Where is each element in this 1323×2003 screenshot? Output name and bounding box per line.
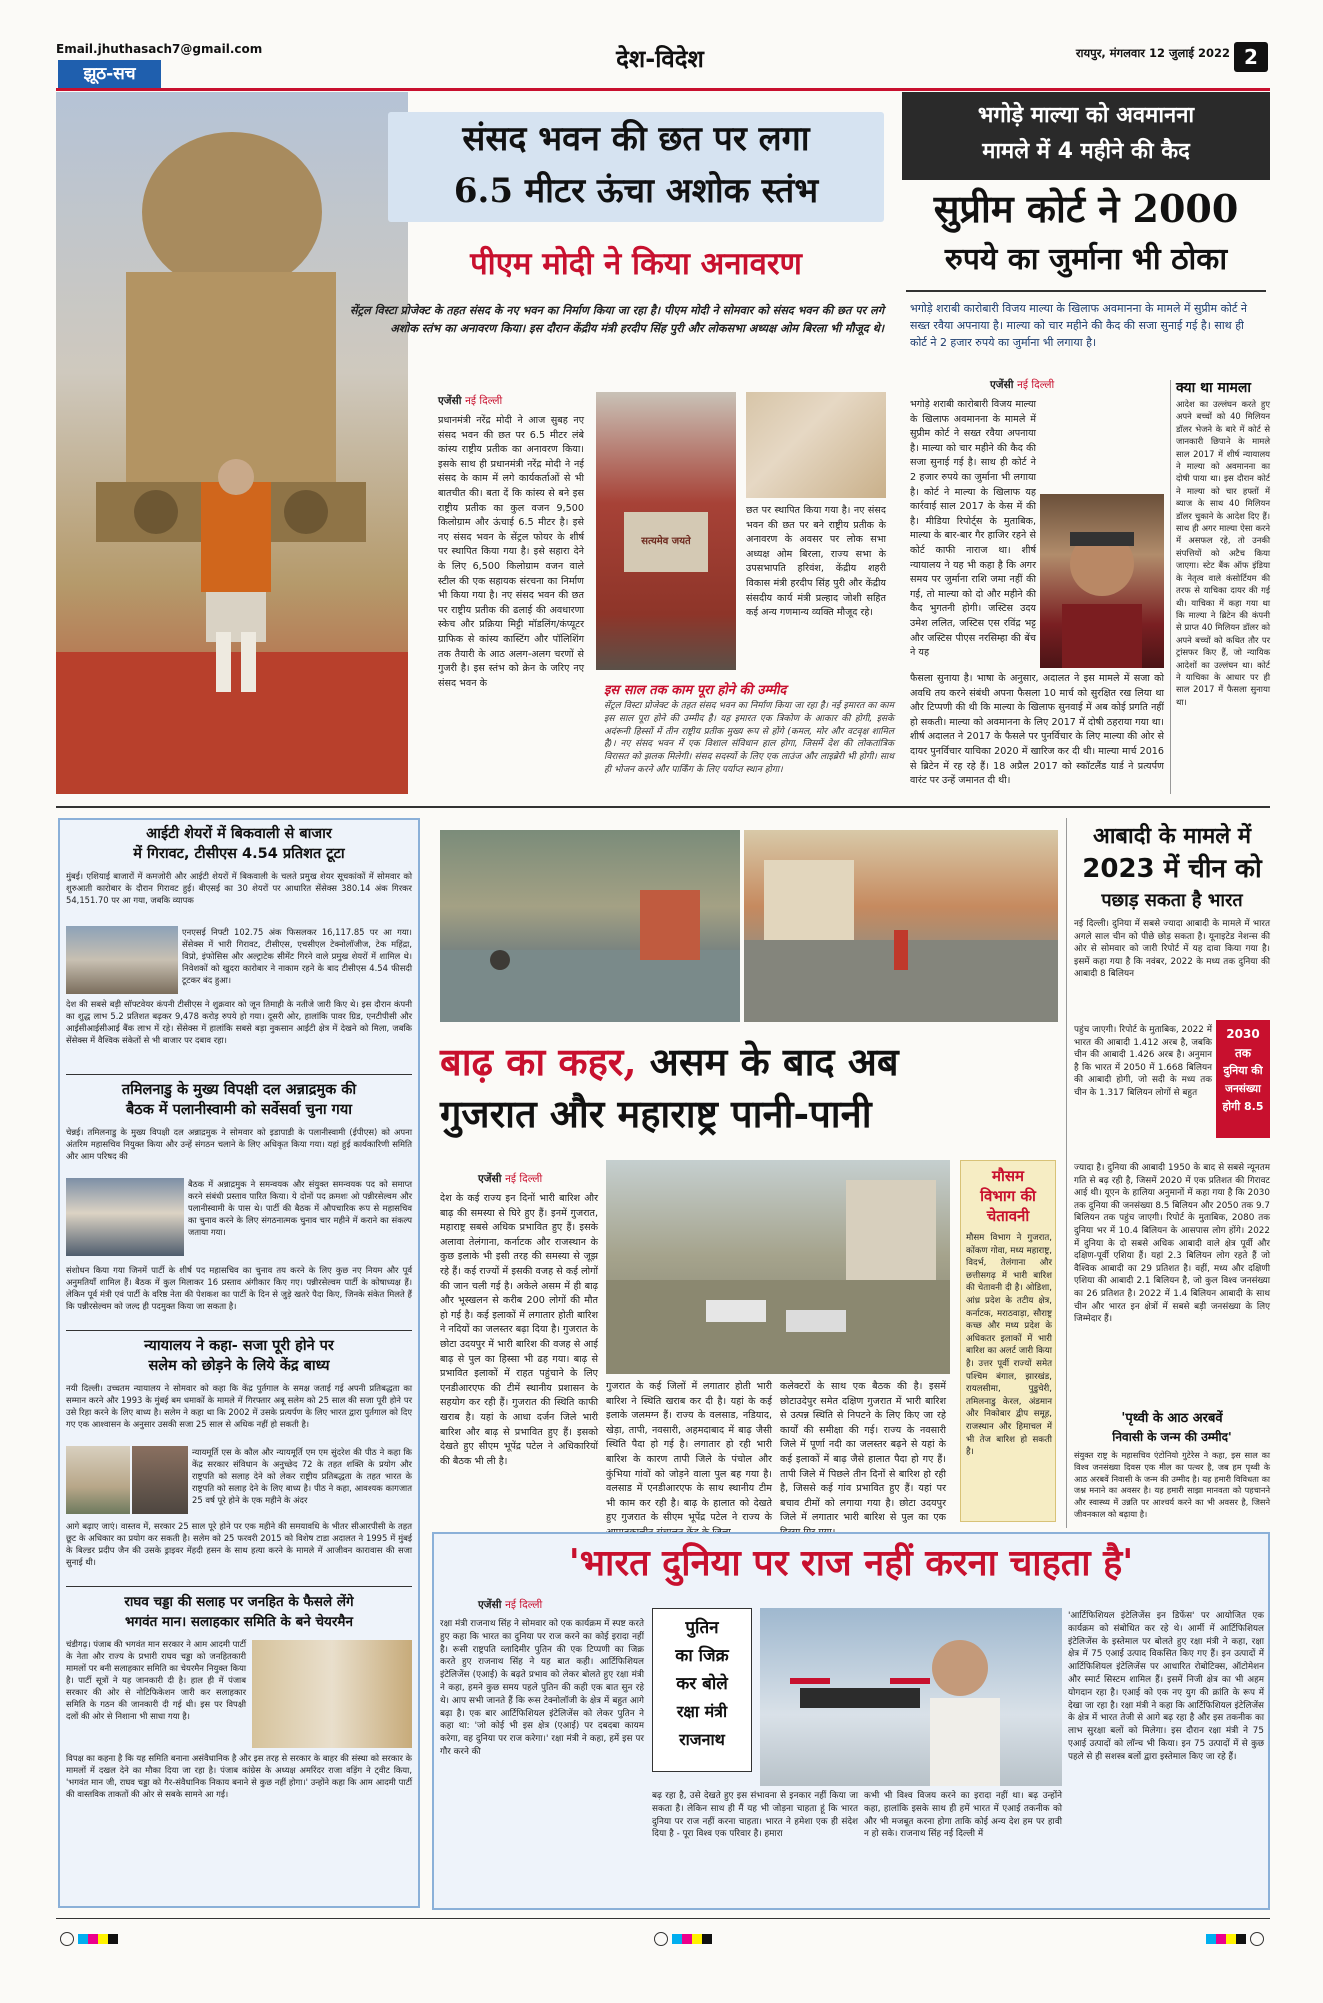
population-callout-line4: जनसंख्या — [1225, 1083, 1261, 1095]
mallya-kicker-line1: भगोड़े माल्या को अवमानना — [977, 103, 1195, 128]
registration-mark-icon — [1250, 1932, 1264, 1946]
population-body-a: नई दिल्ली। दुनिया में सबसे ज्यादा आबादी के मामले में भारत अगले साल चीन को पीछे छोड़ सकता है। यूनाइटेड नेशन्स की ओर से सोमवार को जारी रिपोर्ट में यह दावा किया गया है। इसमें कहा गया है कि नवंबर, 2022 के मध्य तक दुनिया की आबादी 8 बिलियन — [1074, 919, 1270, 980]
rajnath-quote-line2: का जिक्र — [675, 1646, 729, 1666]
rajnath-dateline-agency: एजेंसी — [478, 1599, 502, 1611]
lead-inset-head: इस साल तक काम पूरा होने की उम्मीद — [604, 683, 787, 698]
tamilnadu-headline-line2: बैठक में पलानीस्वामी को सर्वेसर्वा चुना गया — [125, 1102, 353, 1118]
rajnath-quote-line5: राजनाथ — [679, 1730, 725, 1749]
lead-dateline-agency: एजेंसी — [438, 395, 462, 407]
lead-body-col1: प्रधानमंत्री नरेंद्र मोदी ने आज सुबह नए संसद भवन की छत पर 6.5 मीटर लंबे कांस्य राष्ट्रीय प्रतीक का अनावरण किया। इसके साथ ही प्रधानमंत्री नरेंद्र मोदी ने नई संसद के काम में लगे कार्यकर्ताओं से भी बातचीत की। बता दें कि कांस्य से बने इस राष्ट्रीय प्रतीक का कुल वजन 9,500 किलोग्राम और ऊंचाई 6.5 मीटर है। इसे नए संसद भवन के सेंट्रल फोयर के शीर्ष पर स्थापित किया गया है। इसे सहारा देने के लिए 6,500 किलोग्राम वजन वाले स्टील की एक सहायक संरचना का निर्माण भी किया गया है। नए संसद भवन की छत पर राष्ट्रीय प्रतीक की ढलाई की अवधारणा स्केच और प्रक्रिया मिट्टी मॉडलिंग/कंप्यूटर ग्राफिक से कांस्य कास्टिंग और पॉलिशिंग तक तैयारी के आठ अलग-अलग चरणों से गुजरी है। इस स्तंभ को क्रेन के जरिए नए संसद भवन के — [438, 415, 584, 689]
lead-standfirst: सेंट्रल विस्टा प्रोजेक्ट के तहत संसद के नए भवन का निर्माण किया जा रहा है। पीएम मोदी ने सोमवार को संसद भवन की छत पर लगे अशोक स्तंभ का अनावरण किया। इस दौरान केंद्रीय मंत्री हरदीप सिंह पुरी और लोकसभा अध्यक्ष ओम बिरला भी मौजूद थे। — [349, 304, 884, 335]
rajnath-body-col3: कभी भी विश्व विजय करने का इरादा नहीं था। बढ़ उन्होंने कहा, हालांकि इसके साथ ही हमें भारत में एआई तकनीक को और भी मजबूत करना होगा ताकि कोई अन्य देश हम पर हावी न हो सके। राजनाथ सिंह नई दिल्ली में — [864, 1791, 1062, 1840]
color-bar-icon — [672, 1934, 712, 1944]
it-stocks-body-c: देश की सबसे बड़ी सॉफ्टवेयर कंपनी टीसीएस ने शुक्रवार को जून तिमाही के नतीजे जारी किए थे। इस दौरान कंपनी का शुद्ध लाभ 5.2 प्रतिशत बढ़कर 9,478 करोड़ रुपये हो गया। दूसरी ओर, हालांकि पावर ग्रिड, एनटीपीसी और आईसीआईसीआई बैंक लाभ में रहे। सेंसेक्स में हालांकि सबसे बड़ा नुकसान आईटी क्षेत्र में देखने को मिला, जबकि सेंसेक्स में वैश्विक संकेतों से भी बाजार पर दबाव रहा। — [66, 999, 412, 1045]
population-body-b: पहुंच जाएगी। रिपोर्ट के मुताबिक, 2022 में भारत की आबादी 1.412 अरब है, जबकि चीन की आबादी 1.426 अरब है। अनुमान है कि भारत में 2050 में 1.668 बिलियन की आबादी होगी, जो सदी के मध्य तक चीन के 1.317 बिलियन लोगों से बहुत — [1074, 1025, 1212, 1098]
flood-headline-part1: बाढ़ का कहर, — [440, 1039, 637, 1084]
left-rule-1 — [66, 1074, 412, 1075]
masthead-logo: झूठ-सच — [58, 60, 161, 88]
masthead-email[interactable]: Email.jhuthasach7@gmail.com — [56, 42, 263, 56]
flood-cars-illustration — [606, 1160, 950, 1374]
parliament-emblem-sign: सत्यमेव जयते — [624, 512, 708, 572]
mallya-kicker-line2: मामले में 4 महीने की कैद — [982, 139, 1190, 164]
rajnath-body-col1: रक्षा मंत्री राजनाथ सिंह ने सोमवार को एक कार्यक्रम में स्पष्ट करते हुए कहा कि भारत का दुनिया पर राज करने का कोई इरादा नहीं है। रूसी राष्ट्रपति व्लादिमीर पुतिन की एक टिप्पणी का जिक्र करते हुए राजनाथ सिंह ने यह बात कही। आर्टिफिशियल इंटेलिजेंस (एआई) के बढ़ते प्रभाव को लेकर बोलते हुए रक्षा मंत्री ने कहा, हमने कुछ समय पहले पुतिन की कही एक बात सुन रहे थे। आप सभी जानते हैं कि रूस टेक्नोलॉजी के क्षेत्र में बहुत आगे बढ़ा है। एक बार आर्टिफिशियल इंटेलिजेंस को लेकर पुतिन ने कहा था: 'जो कोई भी इस क्षेत्र (एआई) पर दबदबा कायम करेगा, वह दुनिया पर राज करेगा।' रक्षा मंत्री ने कहा, हमें इस पर गौर करने की — [440, 1619, 644, 1757]
weather-warning-body: मौसम विभाग ने गुजरात, कोंकण गोवा, मध्य महाराष्ट्र, विदर्भ, तेलंगाना और छत्तीसगढ़ में भारी बारिश की चेतावनी दी है। ओडिशा, आंध्र प्रदेश के तटीय क्षेत्र, कर्नाटक, मराठवाड़ा, सौराष्ट्र कच्छ और मध्य प्रदेश के अधिकतर इलाकों में भारी बारिश का अलर्ट जारी किया है। उत्तर पूर्वी राज्यों समेत पश्चिम बंगाल, झारखंड, रायलसीमा, पुडुचेरी, तमिलनाडु केरल, अंडमान और निकोबार द्वीप समूह, राजस्थान और हिमाचल में भी तेज बारिश हो सकती है। — [966, 1233, 1052, 1458]
it-stocks-headline-line2: में गिरावट, टीसीएस 4.54 प्रतिशत टूटा — [133, 846, 345, 862]
bottom-rule — [56, 1918, 1270, 1919]
raghav-body-b: विपक्ष का कहना है कि यह समिति बनाना असंवैधानिक है और इस तरह से सरकार के बाहर की संस्था को सरकार के मामलों में दखल देने का मौका दिया जा रहा है। पंजाब कांग्रेस के अध्यक्ष अमरिंदर राजा वड़िंग ने ट्वीट किया, 'भगवंत मान जी, राघव चड्डा को गैर-संवैधानिक निकाय बनाने से कुछ नहीं होगा।' उन्होंने कहा कि आम आदमी पार्टी की वास्तविक ताकतों की ओर से सबके सामने आ गई। — [66, 1753, 412, 1799]
ashoka-pillar-photo — [56, 92, 408, 794]
rajnath-quote-line1: पुतिन — [685, 1618, 719, 1638]
lead-inset-body: सेंट्रल विस्टा प्रोजेक्ट के तहत संसद भवन का निर्माण किया जा रहा है। नई इमारत का काम इस साल पूरा होने की उम्मीद है। यह इमारत एक त्रिकोण के आकार की होगी, इसके अदंरूनी हिस्सों में तीन राष्ट्रीय प्रतीक मुख्य रूप से होंगे (कमल, मोर और वटवृक्ष शामिल है)। नए संसद भवन में एक विशाल संविधान हाल होगा, जिसमें देश की लोकतांत्रिक विरासत को झलक मिलेगी। संसद सदस्यों के लिए एक लाउंज और लाइब्रेरी भी होगी। साथ ही भोजन करने और पार्किंग के लिए पर्याप्त स्थान होगा। — [604, 701, 894, 775]
raghav-body-a: चंडीगढ़। पंजाब की भगवंत मान सरकार ने आम आदमी पार्टी के नेता और राज्य के प्रभारी राघव चड्डा को जनहितकारी मामलों पर बनी सलाहकार समिति का चेयरमैन नियुक्त किया है। पार्टी सूत्रों ने यह जानकारी दी है। हाल ही में पंजाब सरकार की ओर से नोटिफिकेशन जारी कर सलाहकार समिति के गठन की जानकारी दी गई थी। इस पर विपक्षी दलों की ओर से निशाना भी साधा गया है। — [66, 1639, 246, 1721]
salem-body-a: नयी दिल्ली। उच्चतम न्यायालय ने सोमवार को कहा कि केंद्र पुर्तगाल के समक्ष जताई गई अपनी प्रतिबद्धता का सम्मान करने और 1993 के मुंबई बम धमाकों के मामले में गिरफ्तार अबू सलेम को 25 साल की सजा पूरी होने पर उसे रिहा करने के लिए बाध्य है। सलेम ने कहा था कि 2002 में उसके प्रत्यर्पण के लिए भारत द्वारा पुर्तगाल को दिए गए एक आश्वासन के अनुसार उसकी सजा 25 साल से अधिक नहीं हो सकती है। — [66, 1383, 412, 1429]
mallya-rule — [906, 290, 1266, 292]
population-body-d: संयुक्त राष्ट्र के महासचिव एंटोनियो गुटेरेस ने कहा, इस साल का विश्व जनसंख्या दिवस एक मील का पत्थर है, जब हम पृथ्वी के आठ अरबवें निवासी के जन्म की उम्मीद है। यह हमारी विविधता का जश्न मनाने का अवसर है। यह हमारी साझा मानवता को पहचानने और स्वास्थ्य में उन्नति पर आश्चर्य करने का भी अवसर है, जिसने जीवनकाल को बढ़ाया है। — [1074, 1450, 1270, 1519]
ashoka-pillar-illustration — [56, 92, 408, 794]
rajnath-dateline — [478, 1598, 678, 1612]
flood-scene-illustration-2 — [744, 830, 1058, 1022]
registration-mark-icon — [60, 1932, 74, 1946]
upper-fold-rule — [56, 806, 1270, 808]
salem-body-c: आगे बढ़ाए जाएं। वास्तव में, सरकार 25 साल पूरे होने पर एक महीने की समयावधि के भीतर सीआरपीसी के तहत छूट के अधिकार का प्रयोग कर सकती है। सलेम को 25 फरवरी 2015 को विशेष टाडा अदालत ने 1995 में मुंबई के बिल्डर प्रदीप जैन की उसके ड्राइवर मेंहदी हसन के साथ हत्या करने के मामले में आजीवन कारावास की सजा सुनाई थी। — [66, 1521, 412, 1567]
population-headline-line2: 2023 में चीन को — [1082, 854, 1262, 884]
mallya-portrait-photo — [1040, 494, 1164, 668]
aiadmk-meeting-photo — [66, 1178, 184, 1256]
lead-headline-line1: संसद भवन की छत पर लगा — [462, 119, 810, 159]
color-bar-icon — [78, 1934, 118, 1944]
population-subhead-line2: निवासी के जन्म की उम्मीद' — [1112, 1430, 1232, 1444]
raghav-mann-photo — [252, 1640, 412, 1748]
mallya-side-body: आदेश का उल्लंघन करते हुए अपने बच्चों को 40 मिलियन डॉलर भेजने के बारे में कोर्ट से जानकारी छिपाने के मामले साल 2017 में शीर्ष न्यायालय ने माल्या को अवमानना का दोषी पाया था। इस दौरान कोर्ट ने माल्या को चार हफ्तों में ब्याज के साथ 40 मिलियन डॉलर चुकाने के आदेश दिए हैं। साथ ही अगर माल्या ऐसा करने में असफल रहे, तो उनकी संपत्तियों को अटैच किया जाएगा। स्टेट बैंक ऑफ इंडिया के नेतृत्व वाले कंसोर्टियम की तरफ से याचिका दायर की गई थी। याचिका में कहा गया था कि माल्या ने ब्रिटेन की कंपनी से प्राप्त 40 मिलियन डॉलर को अपने बच्चों को कथित तौर पर ट्रांसफर किए हैं, जो न्यायिक आदेशों का उल्लंघन था। कोर्ट ने याचिका के आधार पर ही साल 2017 में फैसला सुनाया था। — [1176, 399, 1270, 707]
left-rule-2 — [66, 1330, 412, 1331]
rajnath-headline: 'भारत दुनिया पर राज नहीं करना चाहता है' — [568, 1542, 1134, 1584]
population-callout-line3: दुनिया की — [1223, 1064, 1263, 1077]
flood-headline-line1 — [440, 1038, 1058, 1086]
tamilnadu-body-b: बैठक में अन्नाद्रमुक ने समन्वयक और संयुक्त समन्वयक पद को समाप्त करने संबंधी प्रस्ताव पारित किया। ये दोनों पद क्रमशः ओ पन्नीरसेल्वम और पलानीस्वामी के पास थे। पार्टी की बैठक में औपचारिक रूप से महासचिव का चुनाव करने के लिए संगठनात्मक चुनाव चार महीने में कराने का संकल्प जताया गया। — [188, 1179, 412, 1237]
flood-dateline-city: नई दिल्ली — [505, 1173, 543, 1185]
mallya-dateline-city: नई दिल्ली — [1017, 379, 1055, 391]
lead-dateline-city: नई दिल्ली — [465, 395, 503, 407]
rajnath-dateline-city: नई दिल्ली — [505, 1599, 543, 1611]
masthead-rule — [56, 88, 1270, 91]
raghav-headline-line2: भगवंत मान। सलाहकार समिति के बने चेयरमैन — [125, 1614, 353, 1630]
population-callout-line2: तक — [1234, 1046, 1252, 1060]
pm-with-workers-photo — [746, 392, 886, 498]
it-stocks-body-b: एनएसई निफ्टी 102.75 अंक फिसलकर 16,117.85 पर आ गया। सेंसेक्स में भारी गिरावट, टीसीएस, एचसीएल टेक्नोलॉजीज, टेक महिंद्रा, विप्रो, इंफोसिस और अल्ट्राटेक सीमेंट गिरने वाले प्रमुख शेयरों में शामिल थे। निवेशकों को खुदरा कारोबार ने नाकाम रहने के बाद टीसीएस 4.54 फीसदी टूटकर बंद हुआ। — [182, 927, 412, 985]
population-headline-line1: आबादी के मामले में — [1092, 824, 1252, 849]
color-bar-icon — [1206, 1934, 1246, 1944]
flood-photo-2 — [744, 830, 1058, 1022]
page-number: 2 — [1234, 42, 1268, 72]
population-headline-line3: पछाड़ सकता है भारत — [1101, 890, 1243, 911]
flood-headline-part2: असम के बाद अब — [649, 1039, 899, 1084]
mallya-dateline — [990, 378, 1160, 392]
flood-cars-photo — [606, 1160, 950, 1374]
mallya-portrait-illustration — [1040, 494, 1164, 668]
section-title: देश-विदेश — [616, 45, 704, 73]
lead-subhead: पीएम मोदी ने किया अनावरण — [470, 246, 802, 282]
flood-body-col3: कलेक्टरों के साथ एक बैठक की है। इसमें छोटाउदेपुर समेत दक्षिण गुजरात में भारी बारिश से उत्पन्न स्थिति से निपटने के लिए किए जा रहे कार्यों की समीक्षा की गई। राज्य के नवसारी जिले में पूर्णा नदी का जलस्तर बढ़ने से यहां के कई इलाकों में बाढ़ जैसे हालात पैदा हो गए हैं। तापी जिले में पिछले तीन दिनों से बारिश हो रही है, जिससे कई गांव प्रभावित हुए हैं। यहां पर बचाव टीमों को लगाया गया है। छोटा उदयपुर जिले में लगातार भारी बारिश से पुल का एक — [780, 1381, 946, 1524]
tamilnadu-body-c: संशोधन किया गया जिनमें पार्टी के शीर्ष पद महासचिव का चुनाव तय करने के लिए कुछ नए नियम और पूर्व अनुमतियाँ शामिल हैं। बैठक में कुल मिलाकर 16 प्रस्ताव अंगीकार किए गए। पन्नीरसेल्वम पार्टी के कोषाध्यक्ष हैं। लेकिन पूर्व मंत्री एवं पार्टी के वरिष्ठ नेता की पेशकश का पार्टी के दिन से जुड़े खतरे पैदा किए, जिनके संकेत मिलते हैं कि पन्नीरसेल्वम को जल्द ही पदमुक्त किया जा सकता है। — [66, 1265, 412, 1311]
abu-salem-photo — [132, 1446, 188, 1514]
population-subhead-line1: 'पृथ्वी के आठ अरबवें — [1121, 1411, 1223, 1426]
flood-dateline-agency: एजेंसी — [478, 1173, 502, 1185]
population-callout-line1: 2030 — [1226, 1027, 1260, 1041]
mallya-standfirst: भगोड़े शराबी कारोबारी विजय माल्या के खिलाफ अवमानना के मामले में सुप्रीम कोर्ट ने सख्त रवैया अपनाया है। माल्या को चार महीने की कैद की सजा सुनाई गई है। साथ ही कोर्ट ने 2 हजार रुपये का जुर्माना भी लगाया है। — [910, 302, 1248, 349]
flood-scene-illustration-1 — [440, 830, 740, 1022]
tamilnadu-body-a: चेन्नई। तमिलनाडु के मुख्य विपक्षी दल अन्नाद्रमुक ने सोमवार को इडापाडी के पलानीस्वामी (ईपीएस) को अपना अंतरिम महासचिव नियुक्त किया और उन्हें संगठन चलाने के लिए अधिकृत किया गया। यहां हुई कार्यकारिणी समिति और आम परिषद की — [66, 1127, 412, 1161]
supreme-court-photo — [66, 1446, 130, 1514]
lead-headline-line2: 6.5 मीटर ऊंचा अशोक स्तंभ — [453, 171, 819, 211]
raghav-headline-line1: राघव चड्डा की सलाह पर जनहित के फैसले लेंगे — [124, 1594, 354, 1610]
flood-photo-1 — [440, 830, 740, 1022]
mallya-headline-line2: रुपये का जुर्माना भी ठोका — [944, 242, 1228, 277]
left-rule-3 — [66, 1586, 412, 1587]
rajnath-body-col4: 'आर्टिफिशियल इंटेलिजेंस इन डिफेंस' पर आयोजित एक कार्यक्रम को संबोधित कर रहे थे। आर्मी में आर्टिफिशियल इंटेलिजेंस के इस्तेमाल पर बोलते हुए रक्षा मंत्री ने कहा, रक्षा क्षेत्र में 75 एआई उत्पाद विकसित किए गए हैं। इन उत्पादों में आर्टिफिशियल इंटेलिजेंस पर आधारित रोबोटिक्स, ऑटोमेशन और स्मार्ट सिस्टम शामिल हैं। इसमें निजी क्षेत्र का भी अहम योगदान रहा है। एआई को एक नए युग की क्रांति के रूप में देखा जा रहा है। रक्षा मंत्री ने कहा कि आर्टिफिशियल इंटेलिजेंस के क्षेत्र में भारत तेजी से आगे बढ़ रहा है और इस तकनीक का लाभ सुरक्षा बलों को मिलेगा। इस दौरान रक्षा मंत्री ने 75 एआई उत्पादों को लॉन्च भी किया। इन 75 उत्पादों में से कुछ पहले से ही सशस्त्र बलों द्वारा इस्तेमाल किए जा रहे हैं। — [1068, 1611, 1264, 1762]
flood-body-col1: देश के कई राज्य इन दिनों भारी बारिश और बाढ़ की समस्या से घिरे हुए हैं। इनमें गुजरात, महाराष्ट्र सबसे अधिक प्रभावित हुए हैं। इसके अलावा तेलंगाना, कर्नाटक और राजस्थान के कुछ इलाके भी इसी तरह की समस्या से जूझ रहे हैं। कई राज्यों में इसकी वजह से कई लोगों की जान चली गई है। अकेले असम में ही बाढ़ और भूस्खलन से करीब 200 लोगों की मौत हो गई है। कई इलाकों में लगातार होती बारिश ने नदियों का जलस्तर बढ़ा दिया है। गुजरात के छोटा उदयपुर में भारी बारिश की वजह से आई बाढ़ से पुल का हिस्सा भी ढह गया। बाढ़ से प्रभावित इलाकों में राहत पहुंचाने के लिए एनडीआरएफ की टीमें स्थानीय प्रशासन के सहयोग कर रही हैं। गुजरात की स्थिति काफी खराब है। यहां के आधा दर्जन जिले भारी बारिश और बाढ़ से प्रभावित हुए हैं। इसको देखते हुए सीएम भूपेंद्र पटेल ने अधिकारियों की बैठक भी ली है। — [440, 1193, 598, 1467]
mallya-body-bottom: फैसला सुनाया है। भाषा के अनुसार, अदालत ने इस मामले में सजा को अवधि तय करने संबंधी अपना फैसला 10 मार्च को सुरक्षित रख लिया था और टिप्पणी की थी कि माल्या के खिलाफ सुनवाई में अब कोई प्रगति नहीं हो सकती। माल्या को अवमानना के लिए 2017 में दोषी ठहराया गया था। शीर्ष अदालत ने 2017 के फैसले पर पुनर्विचार के लिए माल्या की ओर से दायर पुनर्विचार याचिका 2020 में खारिज कर दी थी। माल्या मार्च 2016 से ब्रिटेन में रह रहे हैं। 18 अप्रैल 2017 को स्कॉटलैंड यार्ड ने प्रत्यर्पण वारंट पर उन्हें जमानत दी थी। — [910, 673, 1164, 787]
weather-warning-head-line1: मौसम — [992, 1167, 1024, 1185]
stock-exchange-photo — [66, 926, 178, 994]
population-divider — [1066, 818, 1067, 1528]
lead-body-col2: छत पर स्थापित किया गया है। नए संसद भवन की छत पर बने राष्ट्रीय प्रतीक के अनावरण के अवसर पर लोक सभा अध्यक्ष ओम बिरला, राज्य सभा के उपसभापति हरिवंश, केंद्रीय शहरी विकास मंत्री हरदीप सिंह पुरी और केंद्रीय संसदीय कार्य मंत्री प्रल्हाद जोशी सहित कई अन्य गणमान्य व्यक्ति मौजूद रहे। — [746, 505, 886, 619]
rajnath-quote-line3: कर बोले — [676, 1674, 728, 1694]
mallya-dateline-agency: एजेंसी — [990, 379, 1014, 391]
rajnath-quote-line4: रक्षा मंत्री — [676, 1702, 728, 1721]
mallya-body-top: भगोड़े शराबी कारोबारी विजय माल्या के खिलाफ अवमानना के मामले में सुप्रीम कोर्ट ने सख्त रवैया अपनाया है। माल्या को चार महीने की कैद की सजा सुनाई गई है। साथ ही कोर्ट ने 2 हजार रुपये का जुर्माना भी लगाया है। कोर्ट ने माल्या के खिलाफ यह कार्रवाई साल 2017 के केस में की है। मीडिया रिपोर्ट्स के मुताबिक, माल्या के बार-बार गैर हाजिर रहने से कोर्ट काफी नाराज था। शीर्ष न्यायालय ने यह भी कहा है कि अगर समय पर जुर्माना राशि जमा नहीं की गई, तो माल्या को दो और महीने की कैद भुगतनी होगी। जस्टिस उदय उमेश ललित, जस्टिस एस रविंद्र भट्ट और जस्टिस पीएस नरसिम्हा की बेंच ने यह — [910, 399, 1036, 659]
it-stocks-headline-line1: आईटी शेयरों में बिकवाली से बाजार — [146, 826, 332, 842]
registration-mark-icon — [654, 1932, 668, 1946]
weather-warning-head-line2: विभाग की — [980, 1187, 1036, 1205]
salem-headline-line1: न्यायालय ने कहा- सजा पूरी होने पर — [144, 1338, 334, 1354]
rajnath-drone-photo — [760, 1608, 1062, 1786]
population-callout-line5: होगी 8.5 — [1222, 1100, 1264, 1113]
flood-headline-line2: गुजरात और महाराष्ट्र पानी-पानी — [440, 1091, 872, 1136]
salem-headline-line2: सलेम को छोड़ने के लिये केंद्र बाध्य — [148, 1358, 330, 1374]
rajnath-drone-illustration — [760, 1608, 1062, 1786]
population-body-c: ज्यादा है। दुनिया की आबादी 1950 के बाद से सबसे न्यूनतम गति से बढ़ रही है, जिसमें 2020 में एक प्रतिशत की गिरावट आई थी। यूएन के हालिया अनुमानों में कहा गया है कि 2030 तक दुनिया की जनसंख्या 8.5 बिलियन और 2050 तक 9.7 बिलियन तक पहुंच जाएगी। रिपोर्ट के मुताबिक, 2080 तक दुनिया भर में 10.4 बिलियन के आसपास लोग होंगे। 2022 में दुनिया के दो सबसे अधिक आबादी वाले क्षेत्र पूर्वी और दक्षिण-पूर्वी एशिया हैं। यहां 2.3 बिलियन लोग रहते हैं जो वैश्विक आबादी का 29 प्रतिशत है। वहीं, मध्य और दक्षिणी एशिया की आबादी 2.1 बिलियन है, जो कुल विश्व जनसंख्या का 26 प्रतिशत है। 2022 में 1.4 बिलियन आबादी के साथ चीन और भारत इन क्षेत्रों में सबसे बड़ी जनसंख्या के लिए जिम्मेदार हैं। — [1074, 1163, 1270, 1325]
mallya-headline-line1: सुप्रीम कोर्ट ने 2000 — [933, 186, 1239, 231]
flood-body-col2: गुजरात के कई जिलों में लगातार होती भारी बारिश ने स्थिति खराब कर दी है। यहां के कई इलाके जलमग्न हैं। राज्य के वलसाड, नडियाद, खेड़ा, तापी, नवसारी, अहमदाबाद में बाढ़ जैसी स्थिति पैदा हो गई है। लगातार हो रही भारी बारिश के कारण तापी जिले के पंचोल और कुंभिया गांवों को जोड़ने वाला पुल बह गया है। वलसाड में एनडीआरएफ के साथ स्थानीय टीम भी काम कर रही है। बाढ़ के हालात को देखते हुए गुजरात के सीएम भूपेंद्र पटेल ने राज्य के — [606, 1381, 772, 1524]
weather-warning-head-line3: चेतावनी — [986, 1207, 1030, 1225]
rajnath-body-col2: बढ़ रहा है, उसे देखते हुए इस संभावना से इनकार नहीं किया जा सकता है। लेकिन साथ ही मैं यह भी जोड़ना चाहता हूं कि भारत दुनिया पर राज नहीं करना चाहता। भारत ने हमेशा एक ही संदेश दिया है - पूरा विश्व एक परिवार है। हमारा — [652, 1791, 858, 1840]
it-stocks-body-a: मुंबई। एशियाई बाजारों में कमजोरी और आईटी शेयरों में बिकवाली के चलते प्रमुख शेयर सूचकांकों में सोमवार को शुरुआती कारोबार के दौरान गिरावट हुई। बीएसई का 30 शेयरों पर आधारित सेंसेक्स 380.14 अंक गिरकर 54,151.70 पर आ गया, जबकि व्यापक — [66, 871, 412, 905]
mallya-side-divider — [1170, 380, 1171, 794]
tamilnadu-headline-line1: तमिलनाडु के मुख्य विपक्षी दल अन्नाद्रमुक की — [121, 1082, 357, 1098]
mallya-side-head: क्या था मामला — [1176, 380, 1252, 396]
parliament-building-photo — [596, 392, 736, 670]
issue-date: रायपुर, मंगलवार 12 जुलाई 2022 — [1075, 46, 1230, 60]
salem-body-b: न्यायमूर्ति एस के कौल और न्यायमूर्ति एम एम सुंदरेश की पीठ ने कहा कि केंद्र सरकार संविधान के अनुच्छेद 72 के तहत शक्ति के प्रयोग और राष्ट्रपति को सलाह देने को लेकर राष्ट्रीय प्रतिबद्धता के तहत भारत के राष्ट्रपति को सलाह देने के लिए बाध्य है। पीठ ने कहा, आवश्यक कागजात 25 वर्ष पूरे होने के एक महीने के अंदर — [192, 1447, 412, 1505]
